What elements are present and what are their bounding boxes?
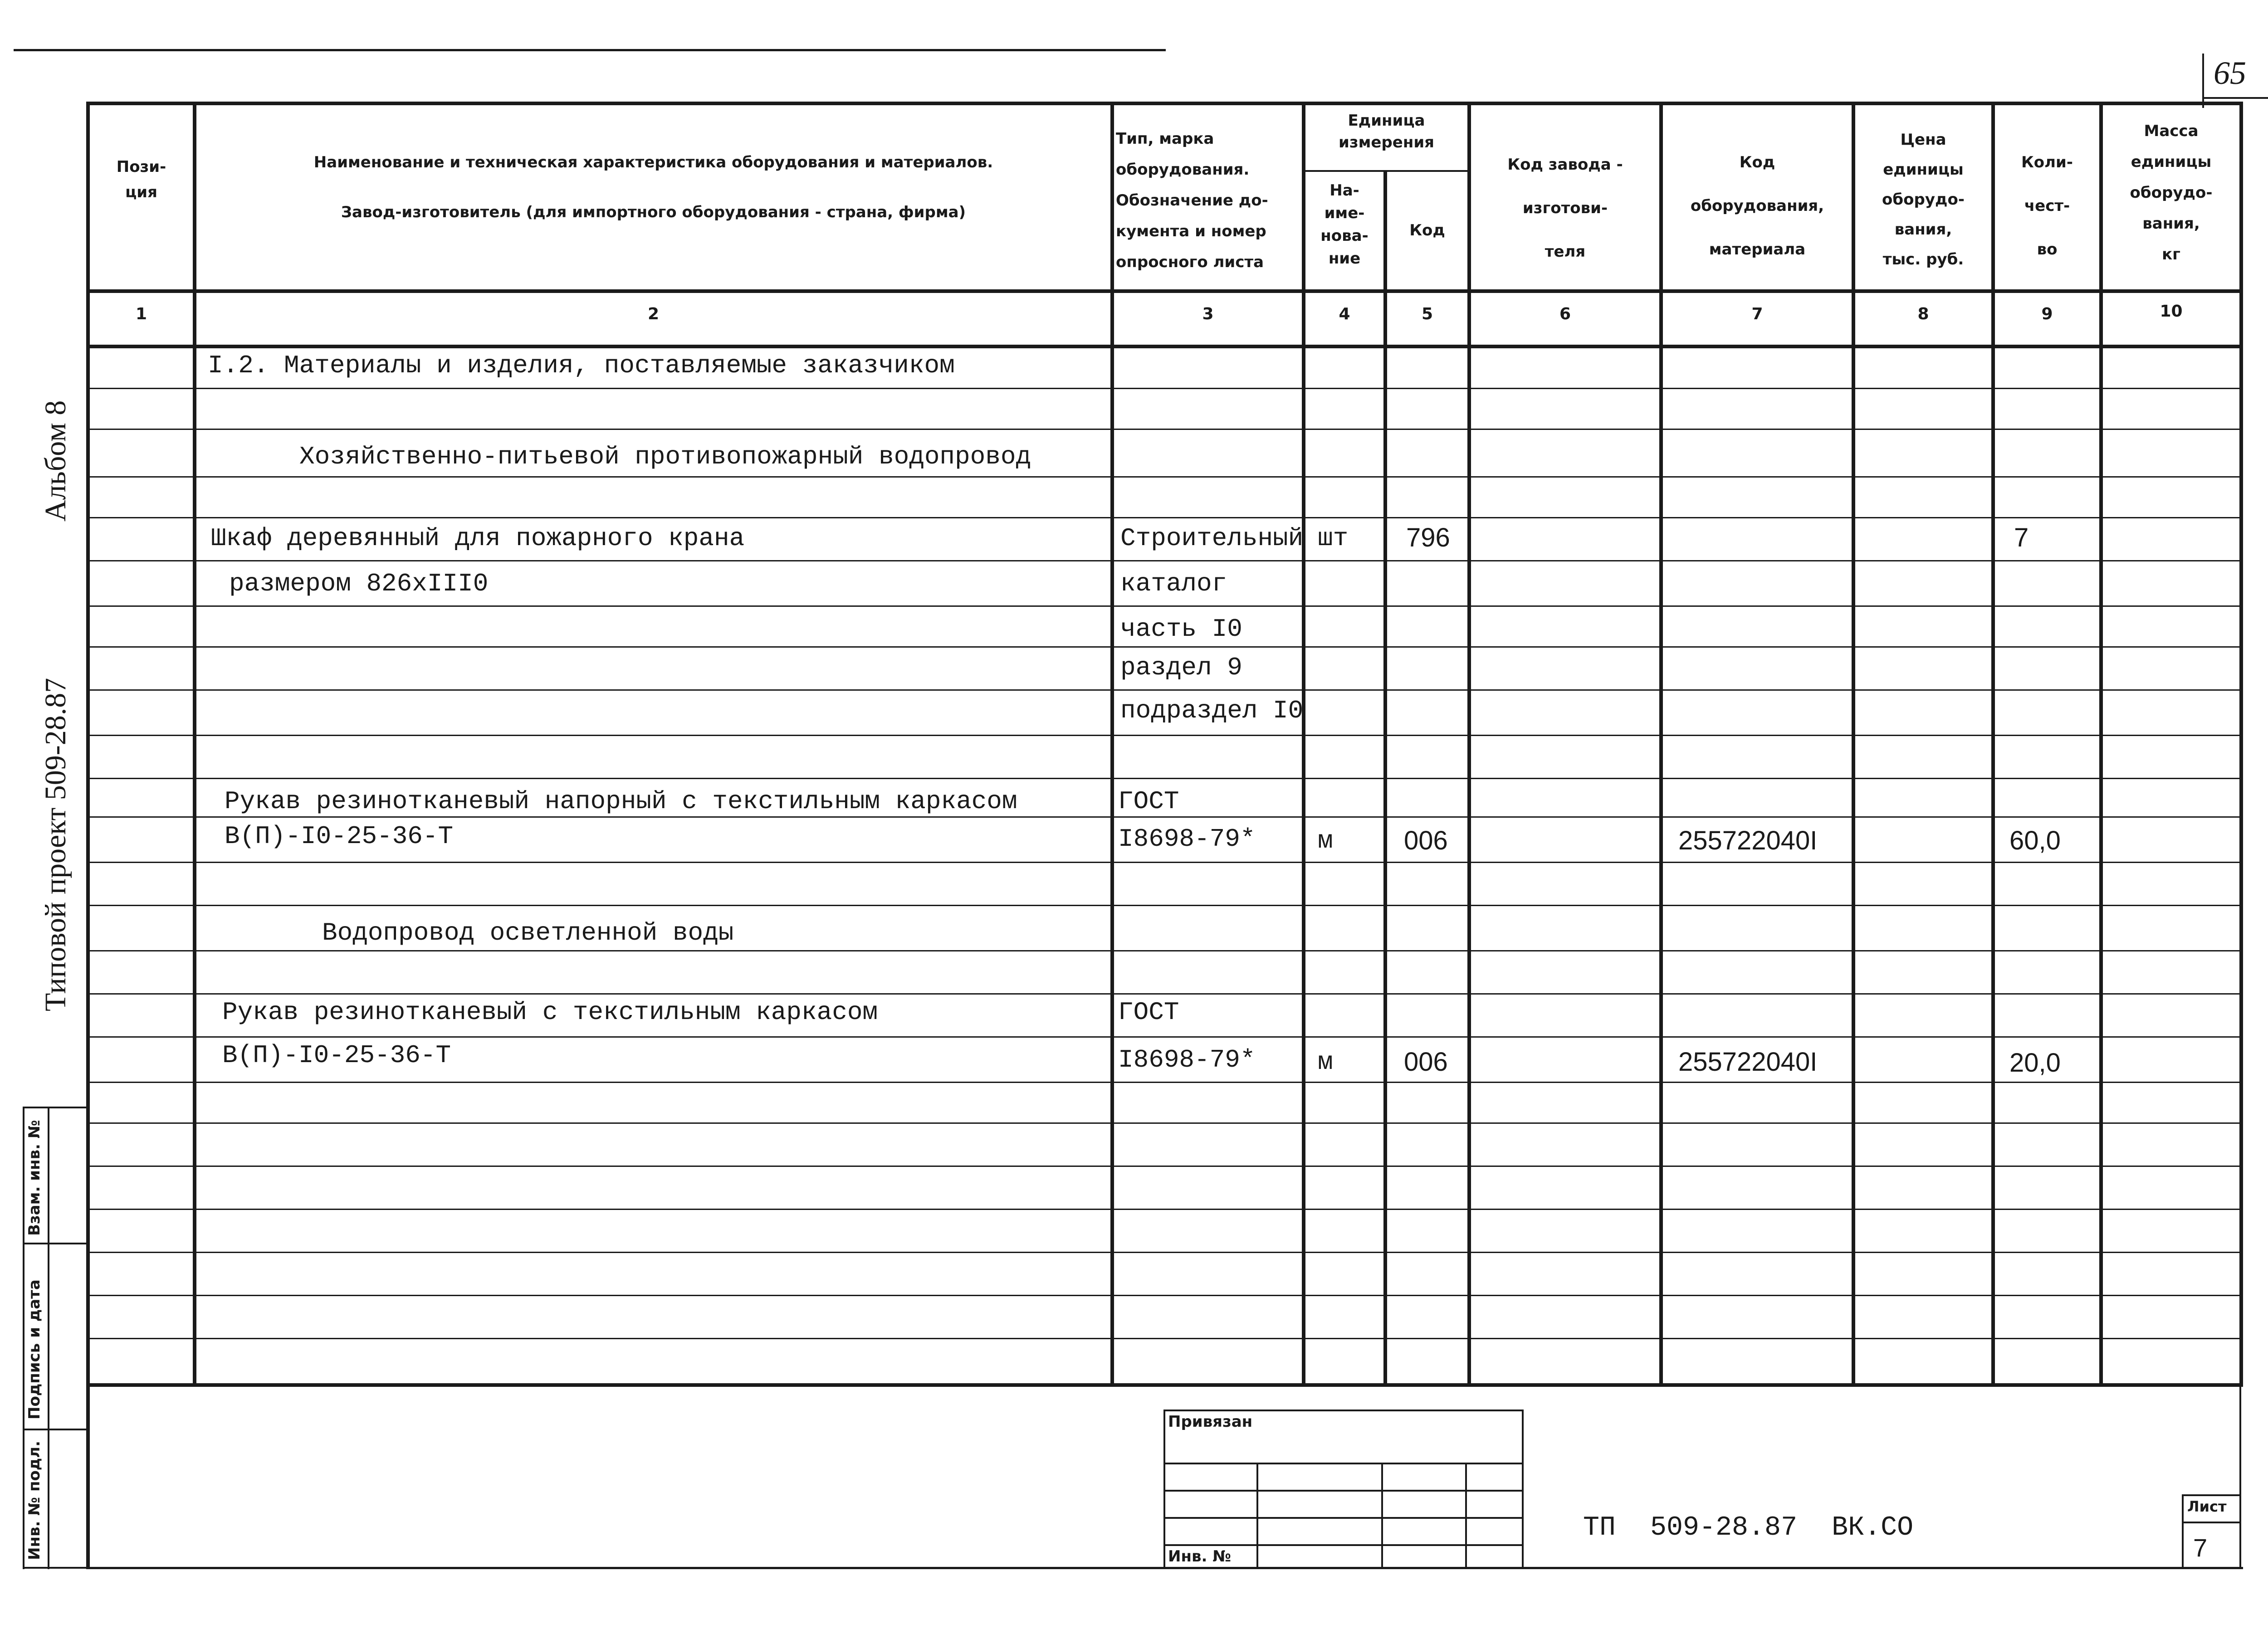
item1-unit: шт — [1318, 524, 1349, 553]
stamp-label-inv-original: Инв. № подл. — [25, 1440, 44, 1560]
col-border-left — [86, 102, 90, 1569]
stamp-divider-2 — [23, 1429, 86, 1430]
header-bottom-border — [86, 289, 2243, 293]
stamp-inner-border — [48, 1107, 49, 1569]
row-line — [86, 816, 2243, 818]
col-border-9 — [2099, 102, 2103, 1385]
item3-doc-line2: I8698-79* — [1118, 1045, 1256, 1074]
col-border-7 — [1852, 102, 1855, 1385]
row-line — [86, 1036, 2243, 1038]
col-number-5: 5 — [1421, 305, 1433, 323]
subsection-title-1: Хозяйственно-питьевой противопожарный водопровод — [299, 442, 1031, 471]
row-line — [86, 689, 2243, 691]
row-line — [86, 993, 2243, 995]
privyazan-row-1 — [1163, 1463, 1522, 1464]
row-line — [86, 905, 2243, 906]
header-material-code: Код оборудования, материала — [1690, 153, 1824, 259]
page-number: 65 — [2214, 55, 2246, 91]
row-line — [86, 1252, 2243, 1253]
privyazan-top — [1163, 1410, 1522, 1411]
row-line — [86, 605, 2243, 607]
colnum-bottom-border — [86, 345, 2243, 348]
row-line — [86, 1209, 2243, 1210]
col-border-8 — [1991, 102, 1995, 1385]
section-title: I.2. Материалы и изделия, поставляемые заказчиком — [208, 351, 955, 380]
item2-unit: м — [1318, 826, 1333, 855]
row-line — [86, 646, 2243, 648]
document-code: ТП 509-28.87 ВК.СО — [1583, 1512, 1914, 1543]
item1-unit-code: 796 — [1406, 523, 1450, 552]
row-line — [86, 560, 2243, 561]
item1-name-line2: размером 826хIII0 — [229, 569, 489, 598]
row-line — [86, 1122, 2243, 1124]
header-name-line1: Наименование и техническая характеристика оборудования и материалов. — [313, 153, 993, 171]
privyazan-row-2 — [1163, 1490, 1522, 1492]
col-border-right — [2239, 102, 2243, 1385]
item3-doc-line1: ГОСТ — [1118, 998, 1179, 1027]
page-number-frame — [2202, 54, 2204, 108]
privyazan-right — [1522, 1410, 1524, 1568]
item1-name-line1: Шкаф деревянный для пожарного крана — [211, 524, 745, 553]
item2-name-line1: Рукав резинотканевый напорный с текстильным каркасом — [225, 787, 1017, 816]
sheet-label: Лист — [2187, 1498, 2227, 1515]
header-unit-group: Единица измерения — [1339, 112, 1434, 151]
row-line — [86, 778, 2243, 779]
row-line — [86, 429, 2243, 430]
stamp-top — [23, 1107, 86, 1108]
sheet-box-divider — [2182, 1522, 2241, 1523]
col-border-3 — [1302, 102, 1305, 1385]
privyazan-col-2 — [1381, 1463, 1383, 1568]
header-unit-price: Цена единицы оборудо- вания, тыс. руб. — [1882, 131, 1965, 268]
row-line — [86, 1166, 2243, 1167]
page-number-underline — [2202, 97, 2268, 99]
row-line — [86, 388, 2243, 389]
row-line — [86, 950, 2243, 951]
privyazan-row-3 — [1163, 1517, 1522, 1519]
item3-quantity: 20,0 — [2009, 1048, 2061, 1078]
col-number-7: 7 — [1751, 305, 1763, 323]
col-number-6: 6 — [1559, 305, 1571, 323]
item1-doc-line2: каталог — [1120, 569, 1227, 598]
header-unit-name: На- име- нова- ние — [1320, 181, 1369, 268]
sheet-box-left — [2182, 1494, 2184, 1569]
header-name-line2: Завод-изготовитель (для импортного оборудования - страна, фирма) — [341, 203, 966, 221]
sheet-right-border — [2239, 1383, 2241, 1569]
item1-doc-line1: Строительный — [1120, 524, 1304, 553]
stamp-label-signature-date: Подпись и дата — [25, 1279, 44, 1419]
stamp-bottom — [23, 1567, 86, 1569]
header-quantity: Коли- чест- во — [2021, 153, 2073, 259]
header-position: Пози- ция — [116, 158, 166, 201]
row-line — [86, 735, 2243, 736]
inv-number-label: Инв. № — [1168, 1547, 1232, 1566]
col-border-5 — [1467, 102, 1471, 1385]
item3-name-line2: В(П)-I0-25-36-Т — [222, 1041, 451, 1070]
top-rule — [14, 49, 1166, 51]
item1-doc-line3: часть I0 — [1120, 615, 1242, 644]
item1-doc-line5: подраздел I0 — [1120, 696, 1304, 725]
item3-unit-code: 006 — [1404, 1047, 1448, 1077]
col-number-4: 4 — [1339, 305, 1350, 323]
item2-material-code: 255722040I — [1678, 826, 1818, 855]
row-line — [86, 1082, 2243, 1083]
subsection-title-2: Водопровод осветленной воды — [322, 918, 734, 947]
stamp-label-replace-inv: Взам. инв. № — [25, 1120, 44, 1236]
privyazan-col-3 — [1465, 1463, 1467, 1568]
col-number-2: 2 — [647, 305, 660, 323]
privyazan-label: Привязан — [1168, 1413, 1253, 1431]
row-line — [86, 476, 2243, 478]
table-bottom-border — [86, 1383, 2243, 1387]
col-number-1: 1 — [135, 305, 147, 323]
header-unit-mass: Масса единицы оборудо- вания, кг — [2130, 122, 2213, 263]
project-label: Типовой проект 509-28.87 — [39, 678, 72, 1011]
row-line — [86, 517, 2243, 518]
header-factory-code: Код завода - изготови- теля — [1507, 156, 1623, 261]
header-unit-code: Код — [1409, 221, 1445, 239]
item2-quantity: 60,0 — [2009, 826, 2061, 855]
row-line — [86, 862, 2243, 863]
item2-name-line2: В(П)-I0-25-36-Т — [225, 822, 454, 851]
item2-doc-line2: I8698-79* — [1118, 824, 1256, 854]
col-number-9: 9 — [2041, 305, 2053, 323]
sheet-number: 7 — [2193, 1533, 2208, 1562]
item2-unit-code: 006 — [1404, 826, 1448, 855]
item3-unit: м — [1318, 1048, 1333, 1077]
col-border-6 — [1659, 102, 1663, 1385]
table-top-border — [86, 102, 2243, 105]
sheet-box-top — [2182, 1494, 2241, 1496]
col-border-2 — [1110, 102, 1114, 1385]
col-border-4 — [1383, 170, 1387, 1385]
album-label: Альбом 8 — [39, 400, 72, 522]
col-border-1 — [193, 102, 196, 1385]
header-type-mark: Тип, марка оборудования. Обозначение до- кумента и номер опросного листа — [1116, 130, 1268, 271]
stamp-divider-1 — [23, 1243, 86, 1244]
item3-material-code: 255722040I — [1678, 1047, 1818, 1077]
privyazan-col-1 — [1256, 1463, 1258, 1568]
item2-doc-line1: ГОСТ — [1118, 787, 1179, 816]
col-number-3: 3 — [1202, 305, 1214, 323]
item3-name-line1: Рукав резинотканевый с текстильным каркасом — [222, 998, 878, 1027]
item1-doc-line4: раздел 9 — [1120, 653, 1242, 682]
stamp-left-border — [23, 1107, 24, 1569]
row-line — [86, 1338, 2243, 1339]
privyazan-row-4 — [1163, 1544, 1522, 1546]
col-number-10: 10 — [2160, 302, 2183, 321]
col-number-8: 8 — [1917, 305, 1929, 323]
row-line — [86, 1295, 2243, 1296]
item1-quantity: 7 — [2014, 523, 2029, 552]
